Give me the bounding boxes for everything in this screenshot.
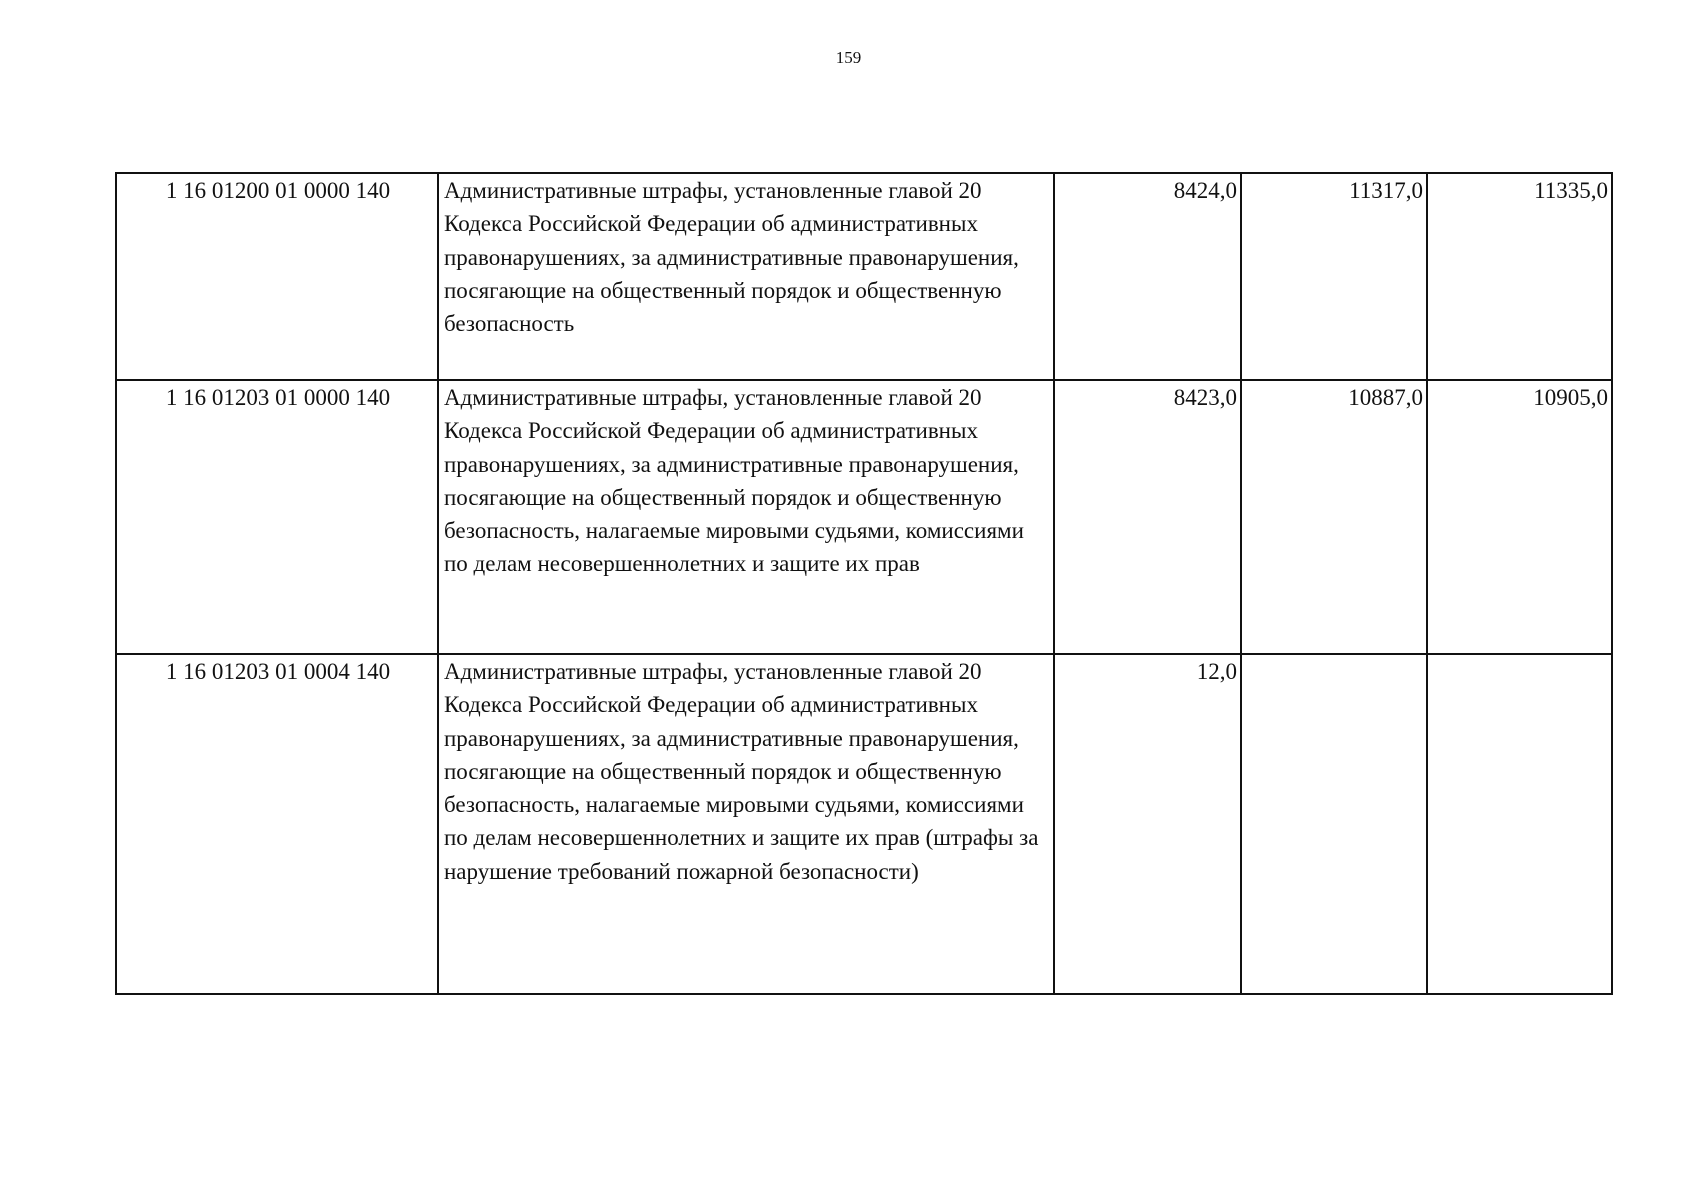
amount-year-1: 12,0: [1054, 654, 1241, 994]
budget-classification-code: 1 16 01203 01 0000 140: [116, 380, 438, 654]
amount-year-3: 11335,0: [1427, 173, 1612, 380]
table-row: [116, 173, 1612, 380]
amount-year-2: 11317,0: [1241, 173, 1427, 380]
page-number: 159: [835, 48, 862, 67]
amount-year-1: 8424,0: [1054, 173, 1241, 380]
amount-year-3: 10905,0: [1427, 380, 1612, 654]
revenue-description: Административные штрафы, установленные главой 20 Кодекса Российской Федерации об административных правонарушениях, за административные правонарушения, посягающие на общественный порядок и общественную безопасность: [438, 173, 1054, 380]
revenue-table: [115, 172, 1613, 995]
amount-year-1: 8423,0: [1054, 380, 1241, 654]
revenue-description: Административные штрафы, установленные главой 20 Кодекса Российской Федерации об административных правонарушениях, за административные правонарушения, посягающие на общественный порядок и общественную безопасность, налагаемые мировыми судьями, комиссиями по делам несовершеннолетних и защите их прав (штрафы за нарушение требований пожарной безопасности): [438, 654, 1054, 994]
amount-year-3: [1427, 654, 1612, 994]
budget-classification-code: 1 16 01203 01 0004 140: [116, 654, 438, 994]
amount-year-2: 10887,0: [1241, 380, 1427, 654]
table-row: [116, 380, 1612, 654]
table-row: [116, 654, 1612, 994]
amount-year-2: [1241, 654, 1427, 994]
revenue-description: Административные штрафы, установленные главой 20 Кодекса Российской Федерации об административных правонарушениях, за административные правонарушения, посягающие на общественный порядок и общественную безопасность, налагаемые мировыми судьями, комиссиями по делам несовершеннолетних и защите их прав: [438, 380, 1054, 654]
budget-classification-code: 1 16 01200 01 0000 140: [116, 173, 438, 380]
